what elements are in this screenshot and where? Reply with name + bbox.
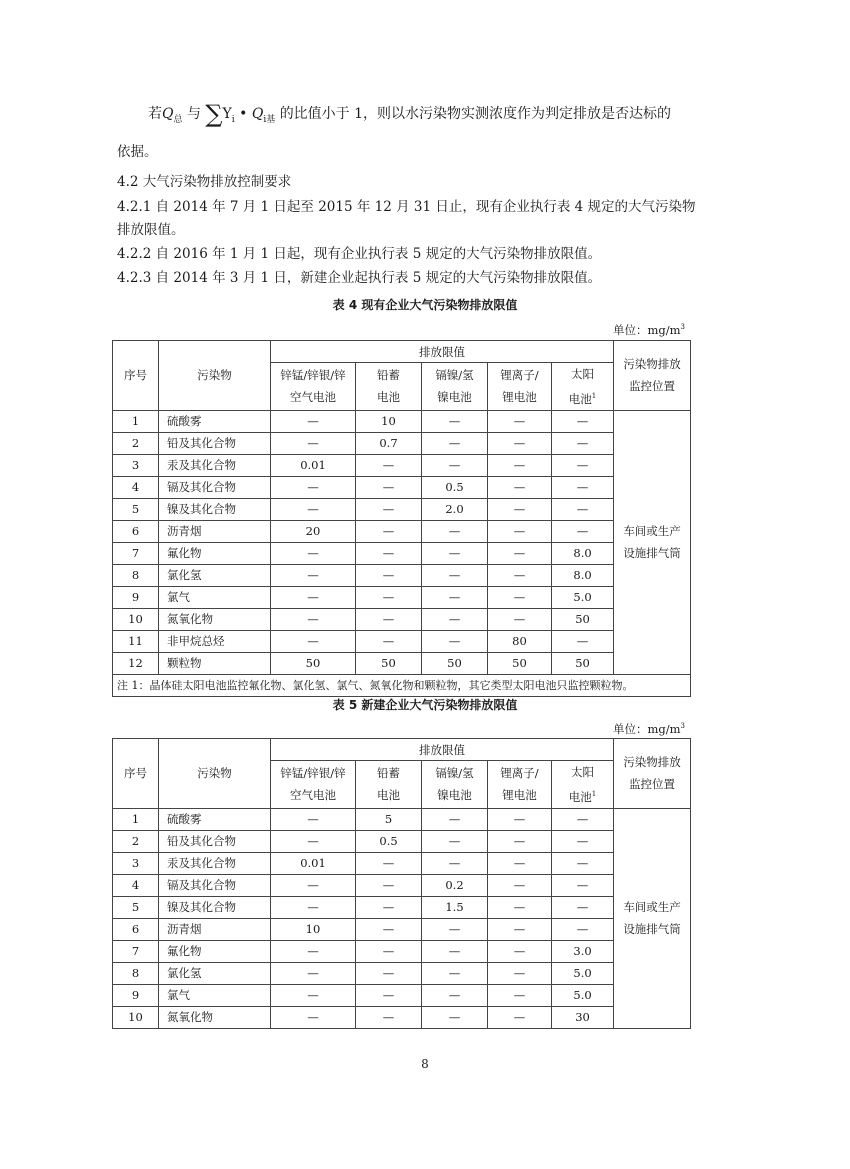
limit-value: 0.5 — [422, 476, 488, 498]
header-pollutant: 污染物 — [159, 341, 271, 411]
header-col-zinc-line2: 空气电池 — [290, 788, 336, 803]
row-pollutant: 汞及其化合物 — [159, 852, 271, 874]
row-number: 5 — [113, 896, 159, 918]
row-number: 3 — [113, 852, 159, 874]
row-pollutant: 氯化氢 — [159, 564, 271, 586]
formula-y-sub: i — [231, 115, 235, 125]
header-col-zinc-line1: 锌锰/锌银/锌 — [280, 368, 346, 383]
table4-unit-sup: 3 — [680, 323, 685, 332]
row-number: 8 — [113, 962, 159, 984]
header-col-lead-line1: 铅蓄 — [377, 766, 400, 781]
row-pollutant: 非甲烷总烃 — [159, 630, 271, 652]
formula-q-base-sub: i基 — [263, 115, 276, 125]
limit-value: — — [356, 852, 422, 874]
table-row — [113, 852, 691, 874]
row-number: 7 — [113, 542, 159, 564]
table5-unit — [613, 721, 685, 737]
row-pollutant: 沥青烟 — [159, 918, 271, 940]
limit-value: — — [422, 830, 488, 852]
limit-value: — — [488, 984, 552, 1006]
row-number: 12 — [113, 652, 159, 674]
header-col-zinc-line1: 锌锰/锌银/锌 — [280, 766, 346, 781]
limit-value: 2.0 — [422, 498, 488, 520]
row-number: 7 — [113, 940, 159, 962]
limit-value: 50 — [552, 608, 614, 630]
header-col-lithium-line2: 锂电池 — [502, 788, 537, 803]
limit-value: — — [488, 830, 552, 852]
limit-value: 80 — [488, 630, 552, 652]
limit-value: — — [271, 984, 356, 1006]
limit-value: — — [356, 476, 422, 498]
limit-value: 30 — [552, 1006, 614, 1028]
row-pollutant: 镍及其化合物 — [159, 896, 271, 918]
limit-value: — — [422, 432, 488, 454]
limit-value: — — [271, 1006, 356, 1028]
limit-value: — — [271, 808, 356, 830]
limit-value: — — [271, 498, 356, 520]
table-row — [113, 476, 691, 498]
limit-value: — — [488, 808, 552, 830]
formula-q-total-sub: 总 — [173, 115, 183, 125]
table-row — [113, 564, 691, 586]
table4 — [112, 340, 691, 697]
clause-4-2-2: 4.2.2 自 2016 年 1 月 1 日起，现有企业执行表 5 规定的大气污染物排放限值。 — [117, 246, 602, 262]
limit-value: — — [488, 1006, 552, 1028]
limit-value: — — [422, 852, 488, 874]
header-seq: 序号 — [113, 739, 159, 809]
limit-value: — — [356, 498, 422, 520]
limit-value: — — [552, 454, 614, 476]
row-pollutant: 硫酸雾 — [159, 410, 271, 432]
header-col-solar — [552, 363, 614, 411]
row-number: 9 — [113, 586, 159, 608]
limit-value: — — [488, 520, 552, 542]
formula-dot: • — [239, 106, 248, 122]
limit-value: 0.5 — [356, 830, 422, 852]
table5 — [112, 738, 691, 1029]
limit-value: — — [488, 852, 552, 874]
limit-value: — — [552, 520, 614, 542]
header-col-zinc — [271, 363, 356, 411]
header-col-solar-line2: 电池 — [568, 789, 592, 804]
header-col-solar-line1: 太阳 — [571, 367, 595, 381]
row-pollutant: 氟化物 — [159, 940, 271, 962]
monitoring-location — [614, 410, 691, 674]
limit-value: — — [488, 896, 552, 918]
row-number: 4 — [113, 874, 159, 896]
row-pollutant: 铅及其化合物 — [159, 830, 271, 852]
table5-unit-sup: 3 — [680, 722, 685, 731]
row-pollutant: 铅及其化合物 — [159, 432, 271, 454]
monitoring-location — [614, 808, 691, 1028]
limit-value: 50 — [356, 652, 422, 674]
header-limits: 排放限值 — [271, 739, 614, 761]
row-number: 1 — [113, 808, 159, 830]
limit-value: 3.0 — [552, 940, 614, 962]
limit-value: — — [488, 498, 552, 520]
limit-value: — — [552, 630, 614, 652]
table-row — [113, 652, 691, 674]
row-number: 2 — [113, 432, 159, 454]
row-pollutant: 沥青烟 — [159, 520, 271, 542]
limit-value: — — [356, 896, 422, 918]
row-number: 9 — [113, 984, 159, 1006]
table-row — [113, 410, 691, 432]
limit-value: — — [271, 940, 356, 962]
header-col-solar-sup: 1 — [591, 392, 597, 400]
monitoring-location-line1: 车间或生产 — [623, 900, 681, 915]
row-number: 1 — [113, 410, 159, 432]
formula-q-base: Q — [251, 106, 264, 122]
formula-y: Y — [222, 106, 232, 122]
row-pollutant: 汞及其化合物 — [159, 454, 271, 476]
table-row — [113, 940, 691, 962]
header-location — [614, 739, 691, 809]
limit-value: 0.7 — [356, 432, 422, 454]
monitoring-location-line2: 设施排气筒 — [623, 922, 681, 937]
header-col-nicd — [422, 363, 488, 411]
continuation-text: 依据。 — [117, 144, 158, 160]
limit-value: 0.01 — [271, 454, 356, 476]
table-row — [113, 962, 691, 984]
limit-value: 10 — [356, 410, 422, 432]
header-location — [614, 341, 691, 411]
formula-suffix: 的比值小于 1，则以水污染物实测浓度作为判定排放是否达标的 — [279, 106, 672, 122]
clause-4-2-3: 4.2.3 自 2014 年 3 月 1 日，新建企业起执行表 5 规定的大气污染物排放限值。 — [117, 270, 602, 286]
row-pollutant: 氮氧化物 — [159, 608, 271, 630]
limit-value: — — [356, 874, 422, 896]
limit-value: 20 — [271, 520, 356, 542]
limit-value: — — [552, 410, 614, 432]
limit-value: — — [271, 630, 356, 652]
header-seq: 序号 — [113, 341, 159, 411]
header-col-lead-line1: 铅蓄 — [377, 368, 400, 383]
limit-value: — — [271, 410, 356, 432]
limit-value: — — [552, 874, 614, 896]
table5-unit-text: 单位：mg/m — [612, 722, 681, 736]
limit-value: — — [271, 962, 356, 984]
header-col-nicd-line2: 镍电池 — [437, 788, 472, 803]
row-pollutant: 氮氧化物 — [159, 1006, 271, 1028]
limit-value: — — [271, 608, 356, 630]
limit-value: — — [422, 962, 488, 984]
table-row — [113, 984, 691, 1006]
limit-value: — — [422, 520, 488, 542]
header-col-lead — [356, 363, 422, 411]
header-col-solar-line2: 电池 — [568, 391, 592, 406]
limit-value: — — [422, 630, 488, 652]
table-footnote: 注 1：晶体硅太阳电池监控氟化物、氯化氢、氯气、氮氧化物和颗粒物，其它类型太阳电池只监控颗粒物。 — [113, 674, 691, 696]
limit-value: 5 — [356, 808, 422, 830]
row-pollutant: 氯气 — [159, 586, 271, 608]
header-col-nicd — [422, 761, 488, 809]
row-number: 8 — [113, 564, 159, 586]
limit-value: — — [356, 520, 422, 542]
limit-value: — — [271, 564, 356, 586]
sum-symbol: ∑ — [205, 100, 223, 128]
row-number: 11 — [113, 630, 159, 652]
limit-value: — — [488, 608, 552, 630]
row-pollutant: 镉及其化合物 — [159, 874, 271, 896]
table-row — [113, 896, 691, 918]
limit-value: — — [356, 564, 422, 586]
limit-value: — — [271, 830, 356, 852]
limit-value: 50 — [271, 652, 356, 674]
limit-value: 50 — [422, 652, 488, 674]
limit-value: — — [552, 896, 614, 918]
limit-value: — — [488, 940, 552, 962]
header-col-lithium-line1: 锂离子/ — [500, 766, 539, 781]
table-row — [113, 542, 691, 564]
limit-value: — — [271, 874, 356, 896]
row-pollutant: 硫酸雾 — [159, 808, 271, 830]
row-pollutant: 氯气 — [159, 984, 271, 1006]
row-number: 6 — [113, 918, 159, 940]
header-col-solar-line1: 太阳 — [571, 765, 595, 779]
header-col-nicd-line2: 镍电池 — [437, 390, 472, 405]
limit-value: — — [356, 1006, 422, 1028]
limit-value: — — [552, 476, 614, 498]
header-col-lead-line2: 电池 — [377, 390, 400, 405]
row-number: 10 — [113, 1006, 159, 1028]
header-location-line1: 污染物排放 — [623, 357, 681, 372]
formula-q-total: Q — [162, 106, 174, 122]
table-row — [113, 586, 691, 608]
limit-value: — — [356, 586, 422, 608]
limit-value: — — [422, 808, 488, 830]
header-col-lead — [356, 761, 422, 809]
limit-value: — — [356, 454, 422, 476]
limit-value: — — [552, 432, 614, 454]
table4-caption: 表 4 现有企业大气污染物排放限值 — [332, 298, 518, 312]
limit-value: — — [422, 410, 488, 432]
header-col-nicd-line1: 镉镍/氢 — [435, 368, 474, 383]
limit-value: 5.0 — [552, 962, 614, 984]
limit-value: — — [488, 410, 552, 432]
table-row — [113, 874, 691, 896]
limit-value: 10 — [271, 918, 356, 940]
table-row — [113, 1006, 691, 1028]
section-heading: 4.2 大气污染物排放控制要求 — [117, 174, 292, 190]
limit-value: — — [356, 984, 422, 1006]
limit-value: 0.2 — [422, 874, 488, 896]
header-col-lithium — [488, 363, 552, 411]
limit-value: — — [422, 940, 488, 962]
row-pollutant: 氯化氢 — [159, 962, 271, 984]
header-col-lithium — [488, 761, 552, 809]
limit-value: 1.5 — [422, 896, 488, 918]
limit-value: 50 — [552, 652, 614, 674]
limit-value: — — [271, 586, 356, 608]
limit-value: 5.0 — [552, 586, 614, 608]
limit-value: — — [488, 586, 552, 608]
row-number: 5 — [113, 498, 159, 520]
row-number: 6 — [113, 520, 159, 542]
limit-value: — — [271, 432, 356, 454]
row-number: 10 — [113, 608, 159, 630]
row-pollutant: 镉及其化合物 — [159, 476, 271, 498]
limit-value: — — [422, 564, 488, 586]
limit-value: — — [356, 608, 422, 630]
limit-value: 50 — [488, 652, 552, 674]
header-location-line1: 污染物排放 — [623, 755, 681, 770]
limit-value: — — [422, 542, 488, 564]
limit-value: — — [356, 918, 422, 940]
limit-value: — — [356, 630, 422, 652]
limit-value: — — [488, 432, 552, 454]
limit-value: — — [422, 608, 488, 630]
header-pollutant: 污染物 — [159, 739, 271, 809]
header-col-lithium-line1: 锂离子/ — [500, 368, 539, 383]
limit-value: — — [488, 476, 552, 498]
row-number: 4 — [113, 476, 159, 498]
table-row — [113, 918, 691, 940]
limit-value: — — [422, 1006, 488, 1028]
limit-value: — — [488, 542, 552, 564]
limit-value: — — [488, 874, 552, 896]
table-row — [113, 520, 691, 542]
table-row — [113, 498, 691, 520]
limit-value: — — [422, 586, 488, 608]
limit-value: — — [422, 454, 488, 476]
table-row — [113, 830, 691, 852]
row-pollutant: 颗粒物 — [159, 652, 271, 674]
row-pollutant: 氟化物 — [159, 542, 271, 564]
limit-value: — — [422, 984, 488, 1006]
formula-with: 与 — [186, 106, 201, 122]
limit-value: — — [552, 808, 614, 830]
row-pollutant: 镍及其化合物 — [159, 498, 271, 520]
row-number: 3 — [113, 454, 159, 476]
table-row — [113, 454, 691, 476]
header-col-nicd-line1: 镉镍/氢 — [435, 766, 474, 781]
header-col-solar-sup: 1 — [591, 790, 597, 798]
table5-caption: 表 5 新建企业大气污染物排放限值 — [332, 698, 518, 712]
monitoring-location-line1: 车间或生产 — [623, 524, 681, 539]
limit-value: — — [271, 542, 356, 564]
limit-value: — — [356, 542, 422, 564]
clause-4-2-1-line2: 排放限值。 — [117, 222, 185, 238]
header-location-line2: 监控位置 — [629, 777, 676, 792]
limit-value: — — [488, 564, 552, 586]
limit-value: — — [488, 454, 552, 476]
header-col-zinc-line2: 空气电池 — [290, 390, 336, 405]
limit-value: — — [552, 498, 614, 520]
table4-unit — [613, 322, 685, 338]
table-row — [113, 808, 691, 830]
limit-value: — — [356, 940, 422, 962]
header-limits: 排放限值 — [271, 341, 614, 363]
formula-prefix: 若 — [148, 106, 162, 122]
header-col-lithium-line2: 锂电池 — [502, 390, 537, 405]
limit-value: — — [552, 830, 614, 852]
row-number: 2 — [113, 830, 159, 852]
monitoring-location-line2: 设施排气筒 — [623, 546, 681, 561]
header-col-zinc — [271, 761, 356, 809]
limit-value: 0.01 — [271, 852, 356, 874]
formula-sentence — [148, 100, 671, 128]
header-col-lead-line2: 电池 — [377, 788, 400, 803]
limit-value: 8.0 — [552, 564, 614, 586]
limit-value: — — [552, 918, 614, 940]
clause-4-2-1-line1: 4.2.1 自 2014 年 7 月 1 日起至 2015 年 12 月 31 日止，现有企业执行表 4 规定的大气污染物 — [117, 199, 696, 215]
table-row — [113, 432, 691, 454]
table-note-row — [113, 674, 691, 696]
limit-value: 8.0 — [552, 542, 614, 564]
limit-value: 5.0 — [552, 984, 614, 1006]
limit-value: — — [271, 896, 356, 918]
page-number: 8 — [421, 1057, 429, 1071]
limit-value: — — [488, 918, 552, 940]
table-row — [113, 630, 691, 652]
limit-value: — — [552, 852, 614, 874]
table-row — [113, 608, 691, 630]
limit-value: — — [271, 476, 356, 498]
limit-value: — — [488, 962, 552, 984]
table4-unit-text: 单位：mg/m — [612, 323, 681, 337]
header-location-line2: 监控位置 — [629, 379, 676, 394]
header-col-solar — [552, 761, 614, 809]
limit-value: — — [356, 962, 422, 984]
limit-value: — — [422, 918, 488, 940]
